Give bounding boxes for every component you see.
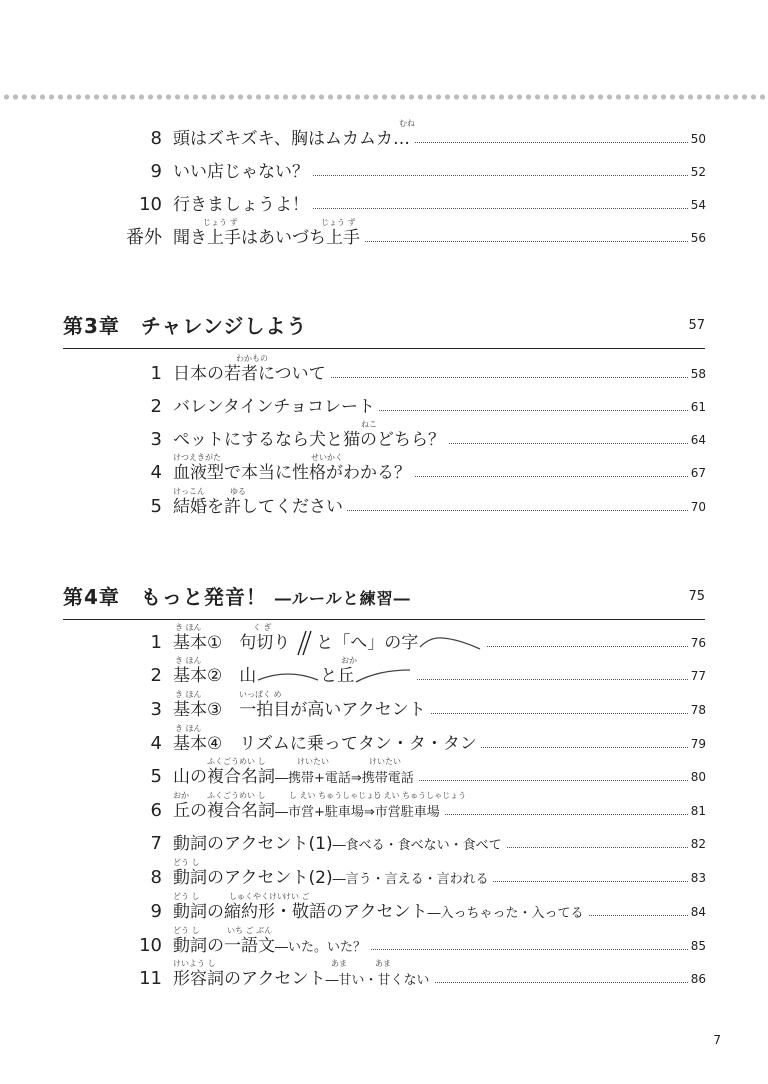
he-pitch-icon [418, 633, 482, 653]
entry-title [173, 487, 347, 524]
furigana: き ほん [175, 623, 202, 632]
furigana: おか [173, 791, 189, 800]
chapter-page: 57 [688, 318, 705, 333]
entry-page: 82 [689, 827, 706, 861]
entry-page: 58 [689, 357, 706, 391]
entry-page: 70 [689, 490, 706, 524]
chapter-title [63, 580, 411, 616]
furigana: おか [341, 656, 357, 665]
hill-pitch-icon [354, 666, 412, 686]
entry-title [173, 656, 416, 693]
furigana: しゅくやくけい [229, 892, 285, 901]
furigana: ねこ [361, 420, 377, 429]
furigana: いち ご ぶん [227, 926, 273, 935]
entry-page: 50 [689, 122, 706, 156]
entry-number: 2 [150, 665, 162, 686]
entry-title-continued: と「へ」の字 [316, 633, 419, 653]
furigana: き ほん [175, 690, 202, 699]
chapter-heading[interactable] [63, 309, 705, 349]
furigana: どう し [173, 926, 200, 935]
entry-subtitle: ―いた。いた？ [275, 940, 367, 955]
furigana: けいたい [297, 757, 329, 766]
entry-title-text: 山の複合名詞 [173, 767, 275, 787]
entry-number: 7 [150, 833, 162, 854]
chapter-rule [63, 348, 705, 349]
toc-entry[interactable] [0, 119, 768, 156]
entry-title [173, 453, 415, 490]
entry-page: 81 [689, 794, 706, 828]
toc-entry[interactable] [0, 623, 768, 660]
entry-subtitle: ―甘い・甘くない [325, 973, 430, 988]
furigana: し えい ちゅうしゃじょう [289, 791, 383, 800]
entry-title [173, 690, 430, 727]
furigana: どう し [173, 858, 200, 867]
entry-title [173, 218, 364, 255]
mountain-pitch-icon [256, 666, 320, 686]
furigana: せいかく [311, 453, 343, 462]
toc-entry[interactable] [0, 656, 768, 693]
furigana: あま [331, 959, 347, 968]
furigana: き ほん [175, 656, 202, 665]
pause-mark-icon [290, 629, 316, 657]
entry-number: 4 [150, 462, 162, 483]
entry-number: 4 [150, 733, 162, 754]
furigana: く ぎ [253, 623, 272, 632]
entry-title [173, 119, 415, 156]
entry-title [173, 827, 506, 863]
furigana: あま [375, 959, 391, 968]
entry-page: 86 [689, 962, 706, 996]
entry-subtitle: ―入っちゃった・入ってる [427, 906, 584, 921]
furigana: ゆる [230, 487, 246, 496]
entry-title [173, 188, 313, 222]
furigana: どう し [173, 892, 200, 901]
entry-number: 6 [150, 800, 162, 821]
entry-page: 80 [689, 760, 706, 794]
toc-entry[interactable] [0, 453, 768, 490]
entry-title [173, 354, 330, 391]
chapter-subtitle: ―ルールと練習― [274, 589, 411, 608]
entry-title [173, 791, 467, 830]
toc-entry[interactable] [0, 926, 768, 963]
entry-number: 1 [150, 632, 162, 653]
furigana: き ほん [175, 724, 202, 733]
entry-title [173, 858, 493, 897]
entry-page: 56 [689, 221, 706, 255]
entry-title [173, 155, 313, 189]
entry-title-continued: と丘 [320, 666, 355, 686]
furigana: わかもの [236, 354, 268, 363]
entry-title-text: いい店じゃない？ [173, 162, 309, 182]
entry-number: 5 [150, 766, 162, 787]
dotted-header-border [0, 92, 768, 102]
entry-page: 84 [689, 895, 706, 929]
entry-page: 77 [689, 659, 706, 693]
entry-subtitle: ―市営+駐車場⇒市営駐車場 [275, 805, 440, 820]
entry-number: 8 [150, 128, 162, 149]
toc-entry[interactable] [0, 218, 768, 255]
entry-page: 64 [689, 423, 706, 457]
entry-number: 3 [150, 699, 162, 720]
chapter-heading[interactable] [63, 580, 705, 620]
entry-number: 5 [150, 496, 162, 517]
furigana: じょう ず [203, 218, 238, 227]
entry-title [173, 959, 434, 998]
entry-title-text: 動詞の縮約形・敬語のアクセント [173, 902, 428, 922]
furigana: むね [399, 119, 415, 128]
entry-title-text: 丘の複合名詞 [173, 801, 275, 821]
entry-page: 61 [689, 390, 706, 424]
toc-entry[interactable] [0, 724, 768, 761]
entry-subtitle: ―食べる・食べない・食べて [332, 838, 502, 853]
entry-subtitle: ―携帯+電話⇒携帯電話 [275, 771, 414, 786]
toc-entry[interactable] [0, 420, 768, 457]
toc-entry[interactable] [0, 155, 768, 189]
entry-title [173, 623, 486, 660]
furigana: いっぱく め [239, 690, 282, 699]
entry-number: 3 [150, 429, 162, 450]
entry-number: 2 [150, 396, 162, 417]
toc-entry[interactable] [0, 188, 768, 222]
entry-title-text: 形容詞のアクセント [173, 969, 326, 989]
furigana: ふくごうめい し [207, 757, 266, 766]
toc-entry[interactable] [0, 959, 768, 996]
entry-title-text: 日本の若者について [173, 364, 326, 384]
furigana: けいよう し [173, 959, 216, 968]
entry-page: 78 [689, 693, 706, 727]
toc-entry[interactable] [0, 892, 768, 929]
furigana: ふくごうめい し [207, 791, 266, 800]
toc-entry[interactable] [0, 354, 768, 391]
entry-page: 76 [689, 626, 706, 660]
chapter-rule [63, 619, 705, 620]
chapter-title-text: 第3章 チャレンジしよう [63, 314, 308, 338]
page-number: 7 [713, 1033, 721, 1047]
entry-title-text: 結婚を許してください [173, 497, 343, 517]
furigana: し えい ちゅうしゃじょう [373, 791, 467, 800]
chapter-page: 75 [688, 589, 705, 604]
entry-page: 52 [689, 155, 706, 189]
entry-title-text: 頭はズキズキ、胸はムカムカ… [173, 129, 410, 149]
toc-entry[interactable] [0, 487, 768, 524]
entry-title-text: バレンタインチョコレート [173, 397, 376, 417]
entry-number: 1 [150, 363, 162, 384]
toc-entry[interactable] [0, 757, 768, 794]
entry-number: 番外 [126, 227, 162, 248]
chapter-title-text: 第4章 もっと発音！ [63, 585, 267, 609]
entry-page: 67 [689, 456, 706, 490]
entry-title-text: 動詞のアクセント(2) [173, 868, 333, 888]
entry-page: 83 [689, 861, 706, 895]
entry-number: 9 [150, 901, 162, 922]
furigana: じょう ず [321, 218, 356, 227]
entry-number: 11 [139, 968, 162, 989]
entry-title-text: 動詞のアクセント(1) [173, 834, 333, 854]
toc-entry[interactable] [0, 390, 768, 424]
toc-entry[interactable] [0, 690, 768, 727]
furigana: けいたい [369, 757, 401, 766]
chapter-title [63, 309, 307, 343]
entry-title [173, 390, 379, 424]
entry-title-text: ペットにするなら犬と猫のどちら？ [173, 430, 445, 450]
entry-title-text: 基本② 山 [173, 666, 257, 686]
furigana: けっこん [173, 487, 205, 496]
entry-title-text: 基本④ リズムに乗ってタン・タ・タン [173, 734, 477, 754]
entry-number: 9 [150, 161, 162, 182]
entry-page: 79 [689, 727, 706, 761]
entry-title [173, 724, 481, 761]
entry-subtitle: ―言う・言える・言われる [332, 872, 489, 887]
toc-entry[interactable] [0, 827, 768, 861]
entry-title-text: 基本③ 一拍目が高いアクセント [173, 700, 426, 720]
toc-entry[interactable] [0, 858, 768, 895]
entry-page: 54 [689, 188, 706, 222]
toc-entry[interactable] [0, 791, 768, 828]
entry-title-text: 行きましょうよ！ [173, 195, 309, 215]
entry-title-text: 聞き上手はあいづち上手 [173, 228, 360, 248]
entry-title-text: 血液型で本当に性格がわかる？ [173, 463, 411, 483]
entry-title-text: 動詞の一語文 [173, 936, 275, 956]
entry-number: 10 [139, 935, 162, 956]
entry-title [173, 420, 449, 457]
entry-number: 8 [150, 867, 162, 888]
furigana: けい ご [283, 892, 310, 901]
entry-page: 85 [689, 929, 706, 963]
entry-title-text: 基本① 句切り [173, 633, 291, 653]
entry-number: 10 [139, 194, 162, 215]
furigana: けつえきがた [173, 453, 221, 462]
